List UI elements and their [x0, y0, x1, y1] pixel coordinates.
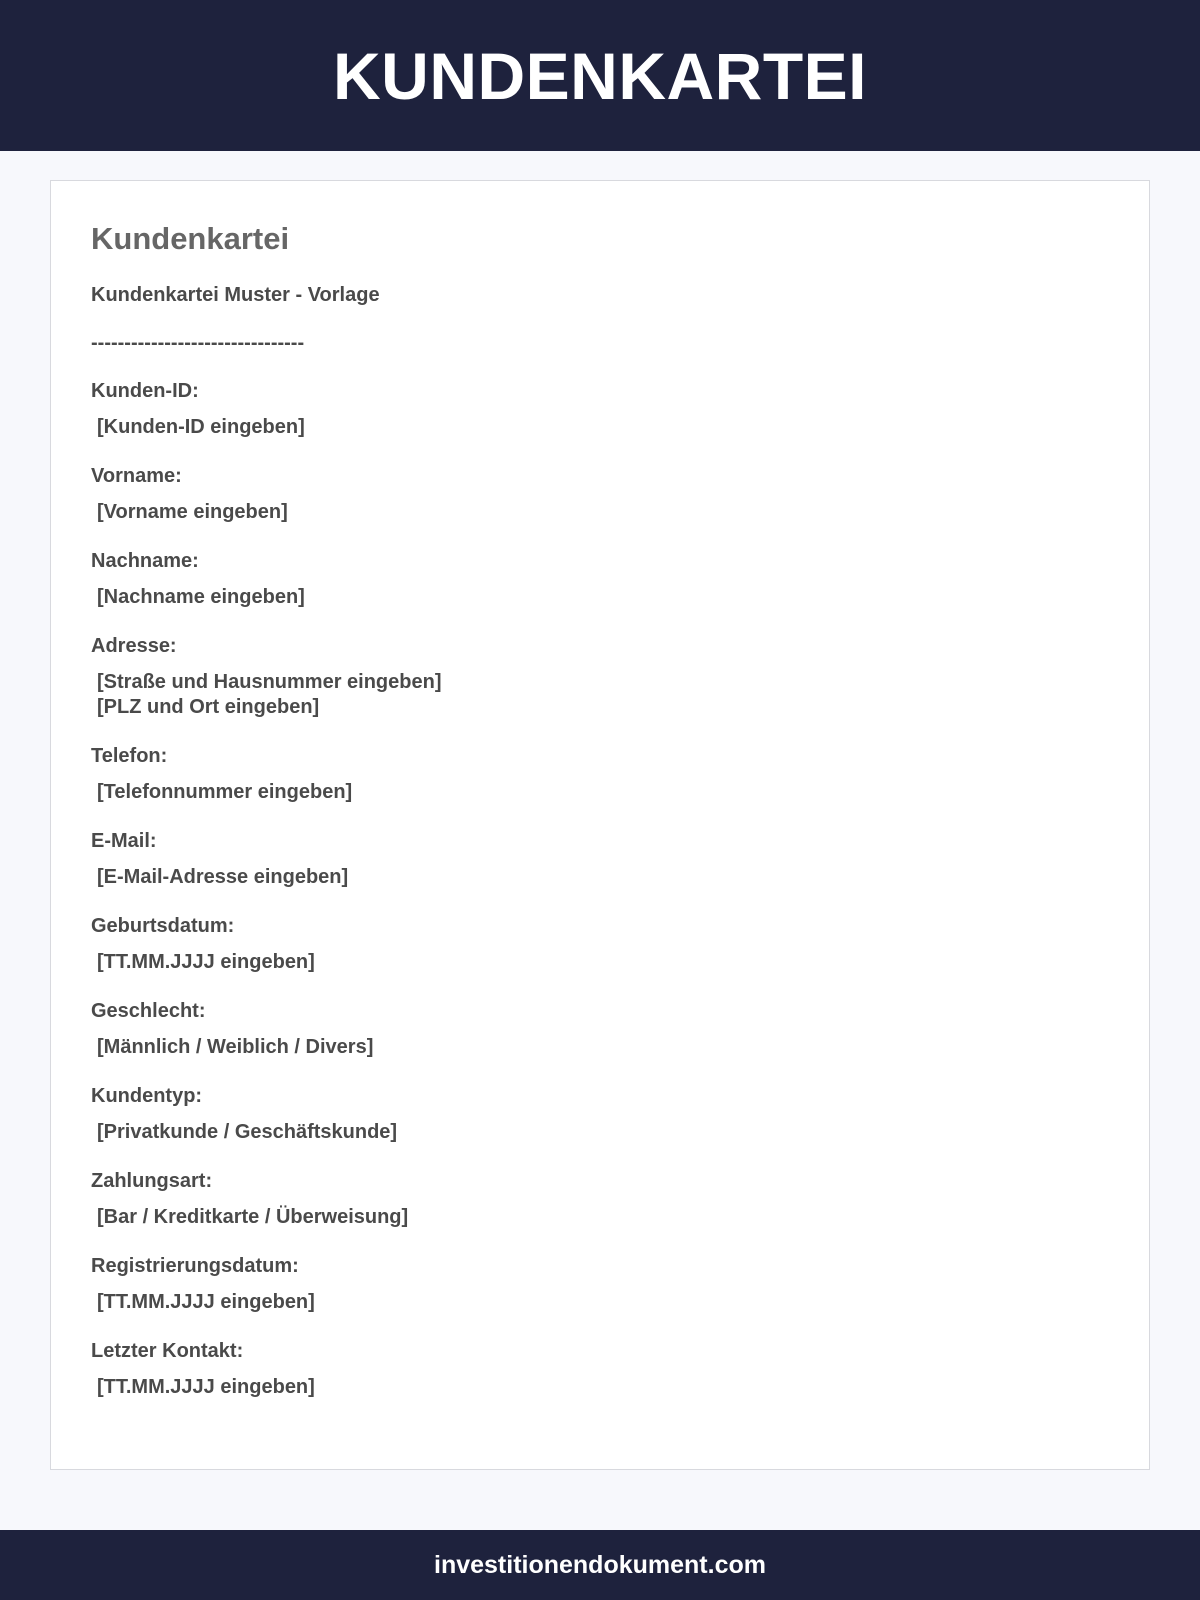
field-label: Vorname: — [91, 465, 182, 487]
field-zahlungsart — [91, 1169, 1111, 1230]
field-value: [Telefonnummer eingeben] — [97, 781, 353, 803]
page-header — [0, 0, 1200, 151]
field-value: [Straße und Hausnummer eingeben] [PLZ und Ort eingeben] — [97, 671, 442, 718]
field-adresse — [91, 634, 1111, 720]
field-value: [TT.MM.JJJJ eingeben] — [97, 951, 315, 973]
field-value: [Männlich / Weiblich / Divers] — [97, 1036, 374, 1058]
field-vorname — [91, 464, 1111, 525]
field-registrierungsdatum — [91, 1254, 1111, 1315]
field-label: E-Mail: — [91, 830, 157, 852]
document-title: Kundenkartei — [91, 221, 290, 256]
field-label: Kundentyp: — [91, 1085, 203, 1107]
document-content — [91, 219, 1111, 1424]
field-label: Telefon: — [91, 745, 168, 767]
field-value: [Kunden-ID eingeben] — [97, 416, 305, 438]
field-value: [Bar / Kreditkarte / Überweisung] — [97, 1206, 409, 1228]
field-label: Registrierungsdatum: — [91, 1255, 299, 1277]
field-value: [TT.MM.JJJJ eingeben] — [97, 1291, 315, 1313]
header-title: KUNDENKARTEI — [333, 38, 867, 113]
field-kunden-id — [91, 379, 1111, 440]
separator-line: -------------------------------- — [91, 332, 305, 354]
field-label: Letzter Kontakt: — [91, 1340, 244, 1362]
field-value: [Nachname eingeben] — [97, 586, 305, 608]
field-label: Kunden-ID: — [91, 380, 199, 402]
field-nachname — [91, 549, 1111, 610]
document-subtitle: Kundenkartei Muster - Vorlage — [91, 284, 380, 306]
field-value: [E-Mail-Adresse eingeben] — [97, 866, 349, 888]
field-label: Geschlecht: — [91, 1000, 206, 1022]
field-geschlecht — [91, 999, 1111, 1060]
field-value: [Vorname eingeben] — [97, 501, 288, 523]
field-geburtsdatum — [91, 914, 1111, 975]
field-email — [91, 829, 1111, 890]
field-letzter-kontakt — [91, 1339, 1111, 1400]
footer-website: investitionendokument.com — [434, 1550, 766, 1579]
page-footer — [0, 1530, 1200, 1600]
field-label: Adresse: — [91, 635, 177, 657]
field-label: Nachname: — [91, 550, 199, 572]
field-value: [Privatkunde / Geschäftskunde] — [97, 1121, 398, 1143]
field-value: [TT.MM.JJJJ eingeben] — [97, 1376, 315, 1398]
document-card — [50, 180, 1150, 1470]
field-label: Zahlungsart: — [91, 1170, 213, 1192]
field-telefon — [91, 744, 1111, 805]
field-label: Geburtsdatum: — [91, 915, 235, 937]
field-kundentyp — [91, 1084, 1111, 1145]
